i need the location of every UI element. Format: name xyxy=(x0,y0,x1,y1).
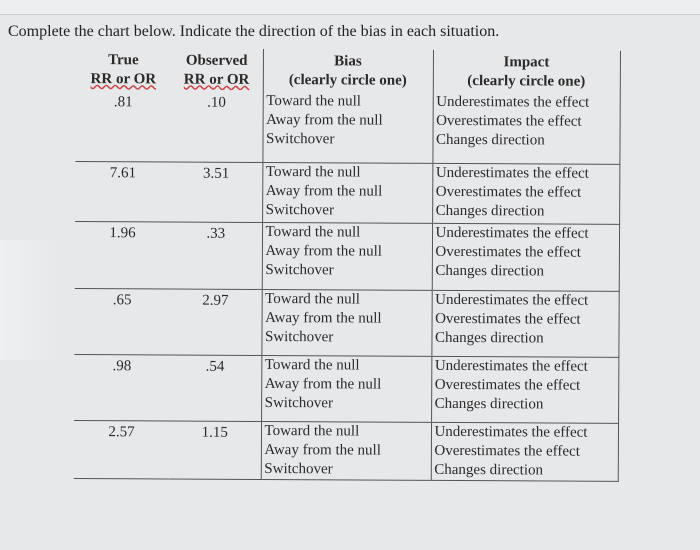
table-row xyxy=(75,91,619,164)
impact-option[interactable]: Underestimates the effect xyxy=(435,164,589,182)
true-value-cell: .65 xyxy=(74,288,169,354)
header-row xyxy=(76,48,620,94)
bias-option[interactable]: Switchover xyxy=(265,130,335,148)
bias-chart-table-wrap xyxy=(74,48,620,487)
impact-options-cell xyxy=(432,223,619,291)
impact-option[interactable]: Overestimates the effect xyxy=(434,442,580,460)
table-row xyxy=(75,161,619,224)
impact-options-cell xyxy=(432,163,619,224)
bias-option[interactable]: Switchover xyxy=(264,328,334,345)
bias-option[interactable]: Switchover xyxy=(264,394,334,411)
observed-value-cell: .54 xyxy=(169,354,261,420)
header-true xyxy=(76,48,171,91)
impact-options-cell xyxy=(431,290,618,357)
header-true-line1: True xyxy=(108,52,139,69)
header-true-line2: RR or OR xyxy=(90,71,157,88)
table-row xyxy=(74,288,618,357)
light-glare xyxy=(0,240,60,360)
observed-value-cell: 1.15 xyxy=(169,420,261,478)
true-value-cell: 1.96 xyxy=(75,221,170,288)
header-impact-line2: (clearly circle one) xyxy=(467,73,586,90)
true-value-cell: 7.61 xyxy=(75,161,170,221)
bias-option[interactable]: Toward the null xyxy=(266,92,362,110)
observed-value-cell: 2.97 xyxy=(169,288,261,354)
observed-value-cell: .33 xyxy=(170,221,262,288)
bias-option[interactable]: Toward the null xyxy=(265,223,361,240)
table-row xyxy=(74,354,618,423)
bias-chart-table xyxy=(74,48,621,481)
table-row xyxy=(75,221,619,291)
impact-options-cell xyxy=(431,422,618,481)
bias-options-cell xyxy=(261,355,431,422)
header-observed-line2: RR or OR xyxy=(183,71,250,88)
bias-option[interactable]: Switchover xyxy=(265,201,335,218)
bias-option[interactable]: Switchover xyxy=(265,261,334,278)
bias-option[interactable]: Away from the null xyxy=(265,242,382,260)
header-impact-line1: Impact xyxy=(503,54,550,71)
true-value-cell: .98 xyxy=(74,354,169,420)
impact-options-cell xyxy=(432,93,619,164)
bias-option[interactable]: Away from the null xyxy=(264,375,382,393)
impact-options-cell xyxy=(431,356,618,423)
impact-option[interactable]: Overestimates the effect xyxy=(435,243,581,261)
table-row xyxy=(74,420,618,481)
impact-option[interactable]: Overestimates the effect xyxy=(434,376,581,394)
header-bias-line1: Bias xyxy=(334,53,362,70)
true-value-cell: 2.57 xyxy=(74,420,169,478)
bias-options-cell xyxy=(262,92,432,163)
bias-option[interactable]: Toward the null xyxy=(264,422,360,439)
bias-option[interactable]: Away from the null xyxy=(265,309,382,327)
observed-value-cell: .10 xyxy=(170,91,262,161)
bias-options-cell xyxy=(261,421,431,480)
impact-option[interactable]: Overestimates the effect xyxy=(435,310,581,328)
header-bias-line2: (clearly circle one) xyxy=(288,72,407,89)
impact-option[interactable]: Underestimates the effect xyxy=(435,224,589,242)
bias-option[interactable]: Toward the null xyxy=(265,290,360,307)
bias-option[interactable]: Switchover xyxy=(264,460,333,477)
bias-option[interactable]: Toward the null xyxy=(264,356,360,373)
bias-option[interactable]: Away from the null xyxy=(265,182,383,200)
impact-option[interactable]: Underestimates the effect xyxy=(434,357,588,375)
impact-option[interactable]: Changes direction xyxy=(435,131,545,149)
impact-option[interactable]: Changes direction xyxy=(434,329,544,346)
bias-option[interactable]: Away from the null xyxy=(264,441,381,459)
impact-option[interactable]: Underestimates the effect xyxy=(434,423,588,441)
bias-options-cell xyxy=(262,222,432,290)
bias-options-cell xyxy=(261,289,431,356)
impact-option[interactable]: Changes direction xyxy=(435,202,545,219)
table-body xyxy=(74,91,620,481)
impact-option[interactable]: Overestimates the effect xyxy=(435,183,582,201)
impact-option[interactable]: Changes direction xyxy=(434,461,544,478)
header-impact xyxy=(433,50,620,94)
impact-option[interactable]: Underestimates the effect xyxy=(436,93,590,111)
page-top-strip xyxy=(0,0,700,15)
impact-option[interactable]: Changes direction xyxy=(435,262,545,279)
bias-options-cell xyxy=(262,162,432,223)
instruction-text: Complete the chart below. Indicate the direction of the bias in each situation. xyxy=(8,23,500,40)
true-value-cell: .81 xyxy=(75,91,170,161)
header-observed xyxy=(171,48,263,91)
bias-option[interactable]: Toward the null xyxy=(265,163,361,180)
observed-value-cell: 3.51 xyxy=(170,161,262,221)
impact-option[interactable]: Changes direction xyxy=(434,395,544,412)
header-bias xyxy=(263,49,433,93)
header-observed-line1: Observed xyxy=(185,52,248,69)
impact-option[interactable]: Underestimates the effect xyxy=(435,291,589,309)
impact-option[interactable]: Overestimates the effect xyxy=(436,112,582,130)
bias-option[interactable]: Away from the null xyxy=(266,111,383,129)
